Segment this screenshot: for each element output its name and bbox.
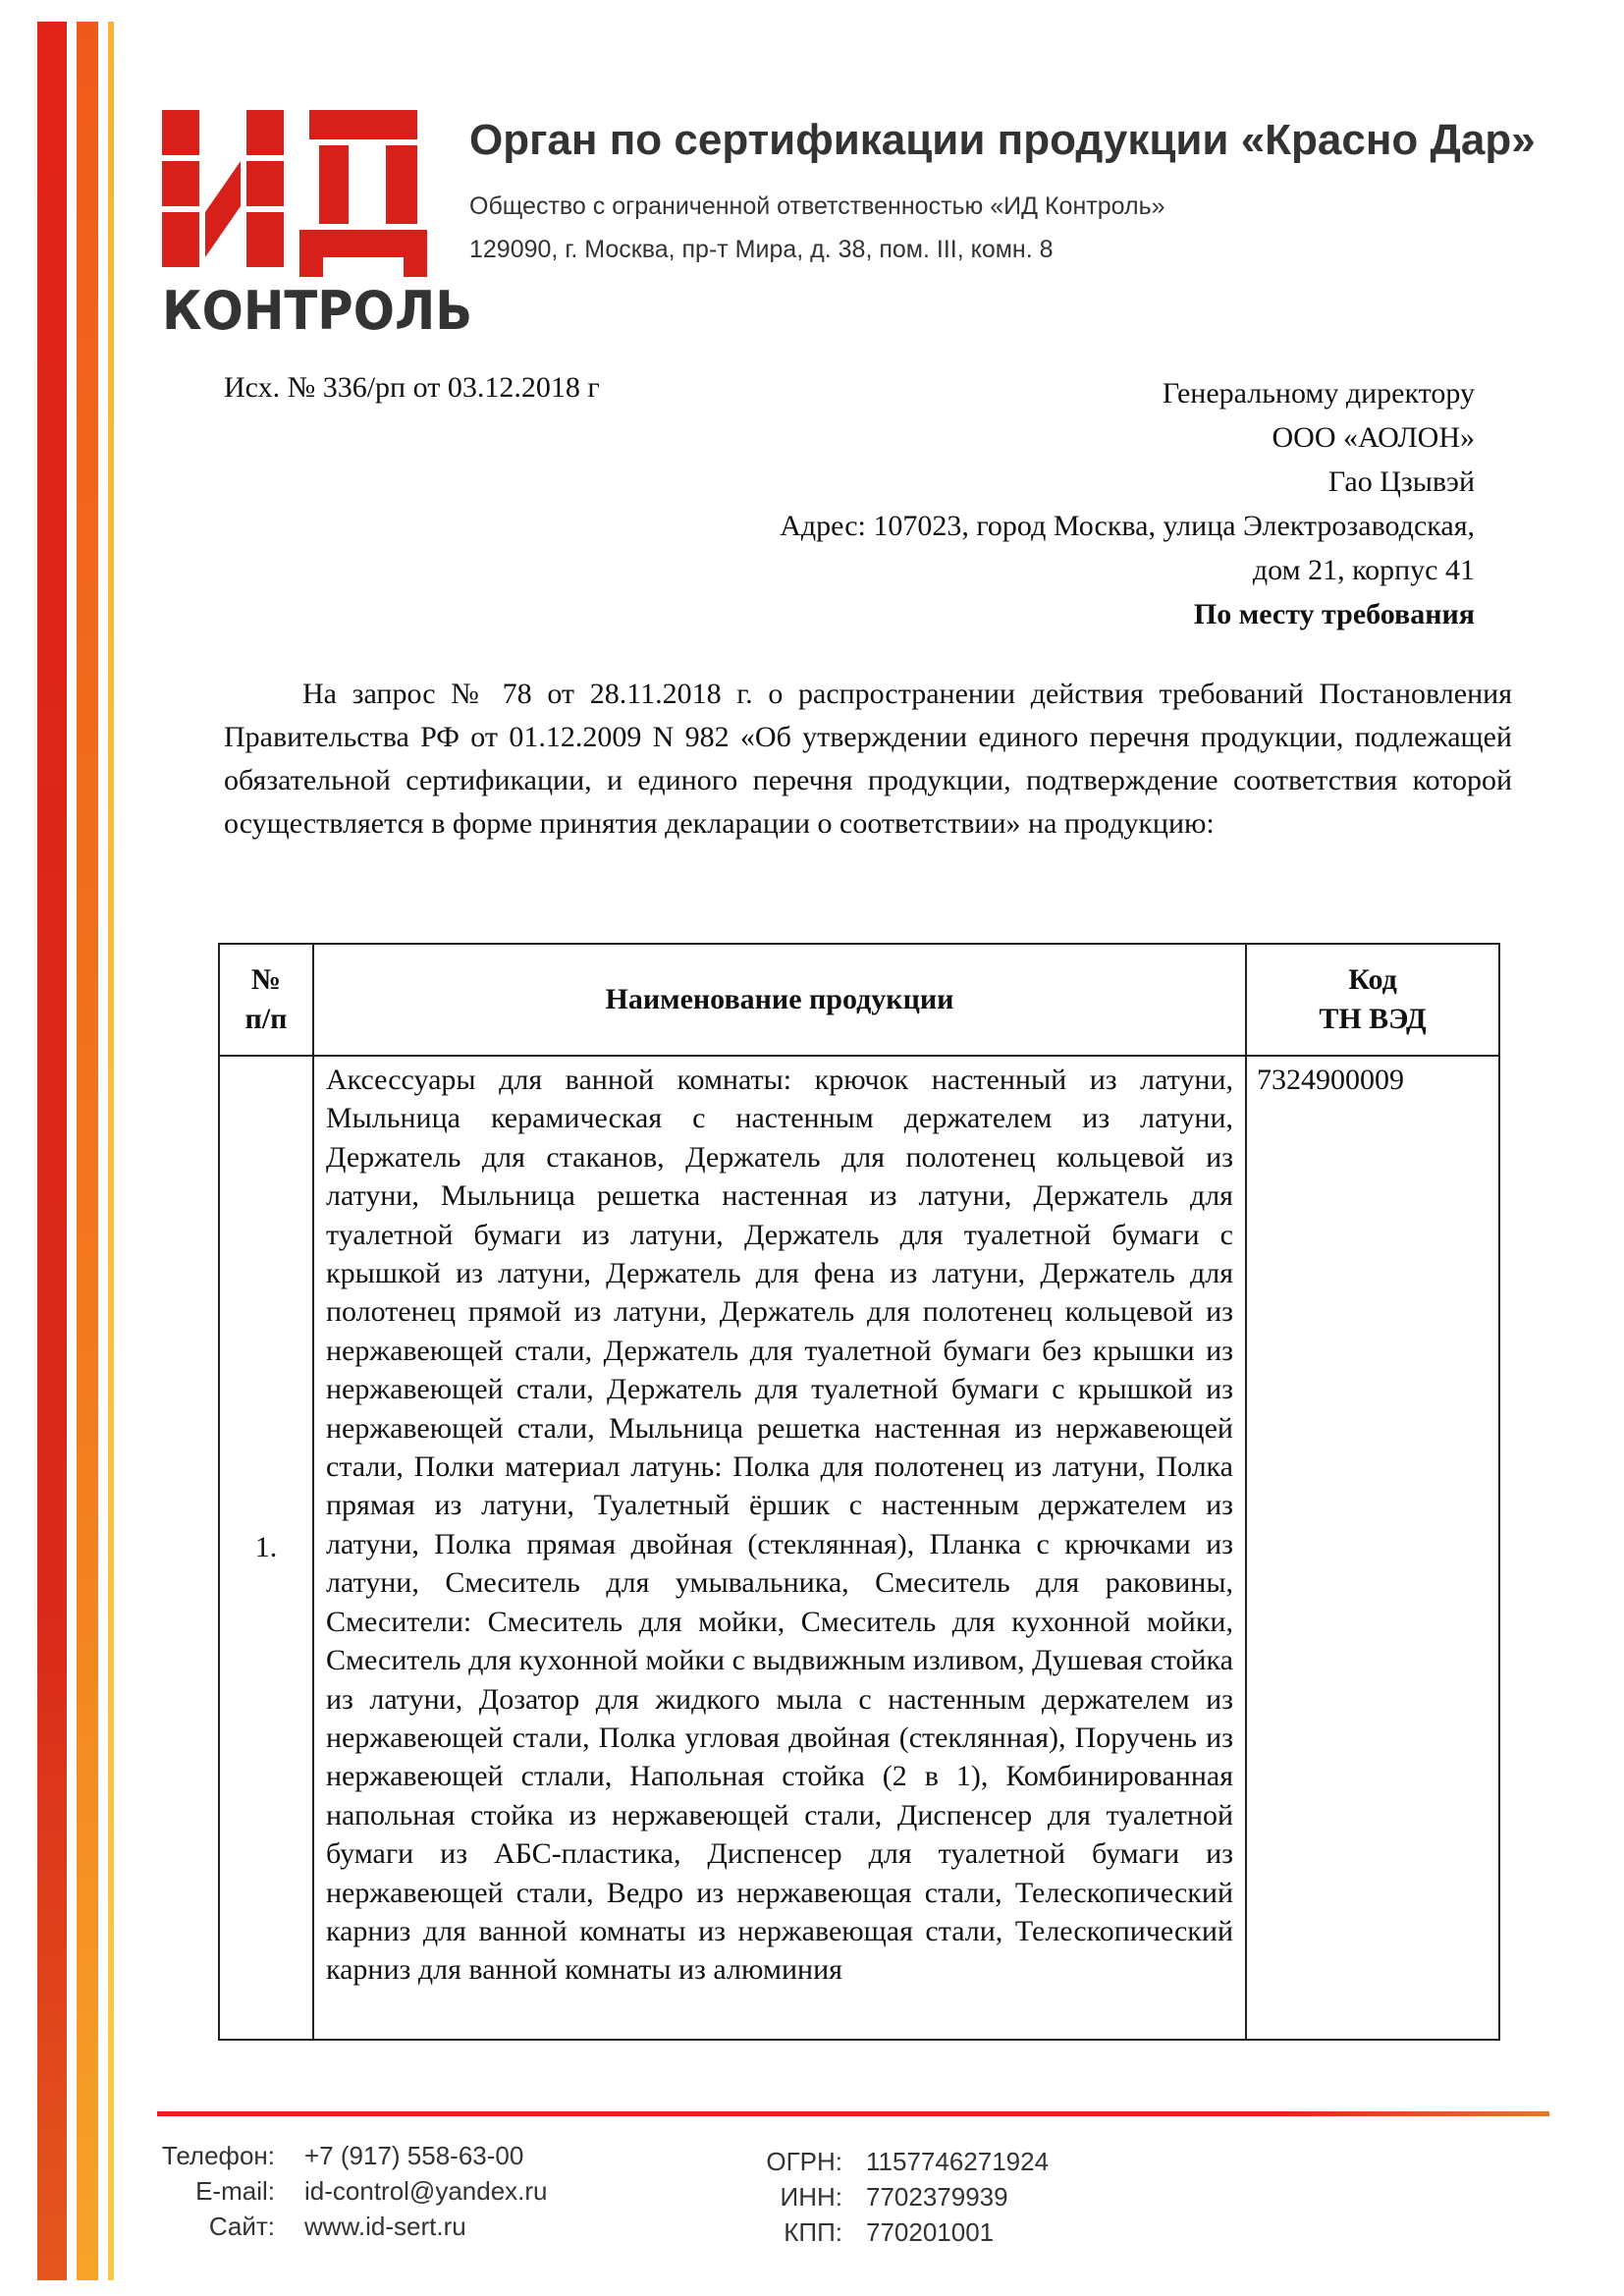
footer-ogrn: 1157746271924 (866, 2147, 1050, 2176)
logo-wordmark: КОНТРОЛЬ (162, 280, 473, 342)
left-red-stripe (37, 22, 67, 2280)
header-code-line2: ТН ВЭД (1319, 1003, 1427, 1035)
footer-email-label: E-mail: (195, 2176, 275, 2206)
header-code (1246, 944, 1499, 1056)
addressee-position: Генеральному директору (1162, 377, 1475, 410)
footer-inn-label: ИНН: (780, 2182, 842, 2212)
table-row (219, 1056, 1499, 2040)
header-code-line1: Код (1348, 963, 1397, 996)
left-yellow-stripe (108, 22, 114, 2280)
org-address: 129090, г. Москва, пр-т Мира, д. 38, пом. III, комн. 8 (469, 236, 1054, 263)
footer-kpp: 770201001 (866, 2217, 995, 2247)
footer-phone-label: Телефон: (161, 2141, 275, 2170)
intro-paragraph: На запрос № 78 от 28.11.2018 г. о распространении действия требований Постановления Правительства РФ от 01.12.2009 N 982 «Об утверждении единого перечня продукции, подлежащей обязательной сертификации, и единого перечня продукции, подтверждение соответствия которой осуществляется в форме принятия декларации о соответствии» на продукцию: (224, 678, 1512, 840)
row-product-name: Аксессуары для ванной комнаты: крючок настенный из латуни, Мыльница керамическая с настенным держателем из латуни, Держатель для стаканов, Держатель для полотенец кольцевой из латуни, Мыльница решетка настенная из латуни, Держатель для туалетной бумаги из латуни, Держатель для туалетной бумаги с крышкой из латуни, Держатель для фена из латуни, Держатель для полотенец прямой из латуни, Держатель для полотенец кольцевой из нержавеющей стали, Держатель для туалетной бумаги без крышки из нержавеющей стали, Держатель для туалетной бумаги с крышкой из нержавеющей стали, Мыльница решетка настенная из нержавеющей стали, Полки материал латунь: Полка для полотенец из латуни, Полка прямая из латуни, Туалетный ёршик с настенным держателем из латуни, Полка прямая двойная (стеклянная), Планка с крючками из латуни, Смеситель для умывальника, Смеситель для раковины, Смесители: Смеситель для мойки, Смеситель для кухонной мойки, Смеситель для кухонной мойки с выдвижным изливом, Душевая стойка из латуни, Дозатор для жидкого мыла с настенным держателем из нержавеющей стали, Полка угловая двойная (стеклянная), Поручень из нержавеющей стлали, Напольная стойка (2 в 1), Комбинированная напольная стойка из нержавеющей стали, Диспенсер для туалетной бумаги из АБС-пластика, Диспенсер для туалетной бумаги из нержавеющей стали, Ведро из нержавеющая стали, Телескопический карниз для ванной комнаты из нержавеющая стали, Телескопический карниз для ванной комнаты из алюминия (313, 1056, 1246, 2040)
addressee-address-cont: дом 21, корпус 41 (1252, 554, 1475, 586)
header-product-name: Наименование продукции (313, 944, 1246, 1056)
addressee-company: ООО «АОЛОН» (1272, 421, 1475, 454)
footer-site[interactable]: www.id-sert.ru (304, 2212, 466, 2241)
table-header-row (219, 944, 1499, 1056)
footer-inn: 7702379939 (866, 2182, 1008, 2212)
id-control-logo-icon (162, 100, 427, 277)
footer-site-label: Сайт: (208, 2212, 275, 2241)
footer-phone: +7 (917) 558-63-00 (304, 2141, 524, 2170)
addressee-block (591, 371, 1475, 636)
header-number (219, 944, 313, 1056)
org-legal-name: Общество с ограниченной ответственностью «ИД Контроль» (469, 192, 1165, 220)
row-number: 1. (219, 1056, 313, 2040)
addressee-destination: По месту требования (1193, 598, 1475, 630)
header-number-line1: № (250, 963, 282, 996)
footer-divider (157, 2111, 1549, 2116)
footer-ogrn-label: ОГРН: (766, 2147, 842, 2176)
footer-email[interactable]: id-control@yandex.ru (304, 2176, 548, 2206)
addressee-person: Гао Цзывэй (1327, 465, 1475, 498)
addressee-address: Адрес: 107023, город Москва, улица Электрозаводская, (780, 510, 1475, 542)
left-orange-stripe (77, 22, 98, 2280)
footer-kpp-label: КПП: (784, 2217, 842, 2247)
products-table (218, 943, 1500, 2041)
header-number-line2: п/п (244, 1003, 288, 1035)
org-title: Орган по сертификации продукции «Красно Дар» (469, 116, 1536, 164)
row-code: 7324900009 (1246, 1056, 1499, 2040)
outgoing-reference: Исх. № 336/рп от 03.12.2018 г (224, 371, 600, 404)
